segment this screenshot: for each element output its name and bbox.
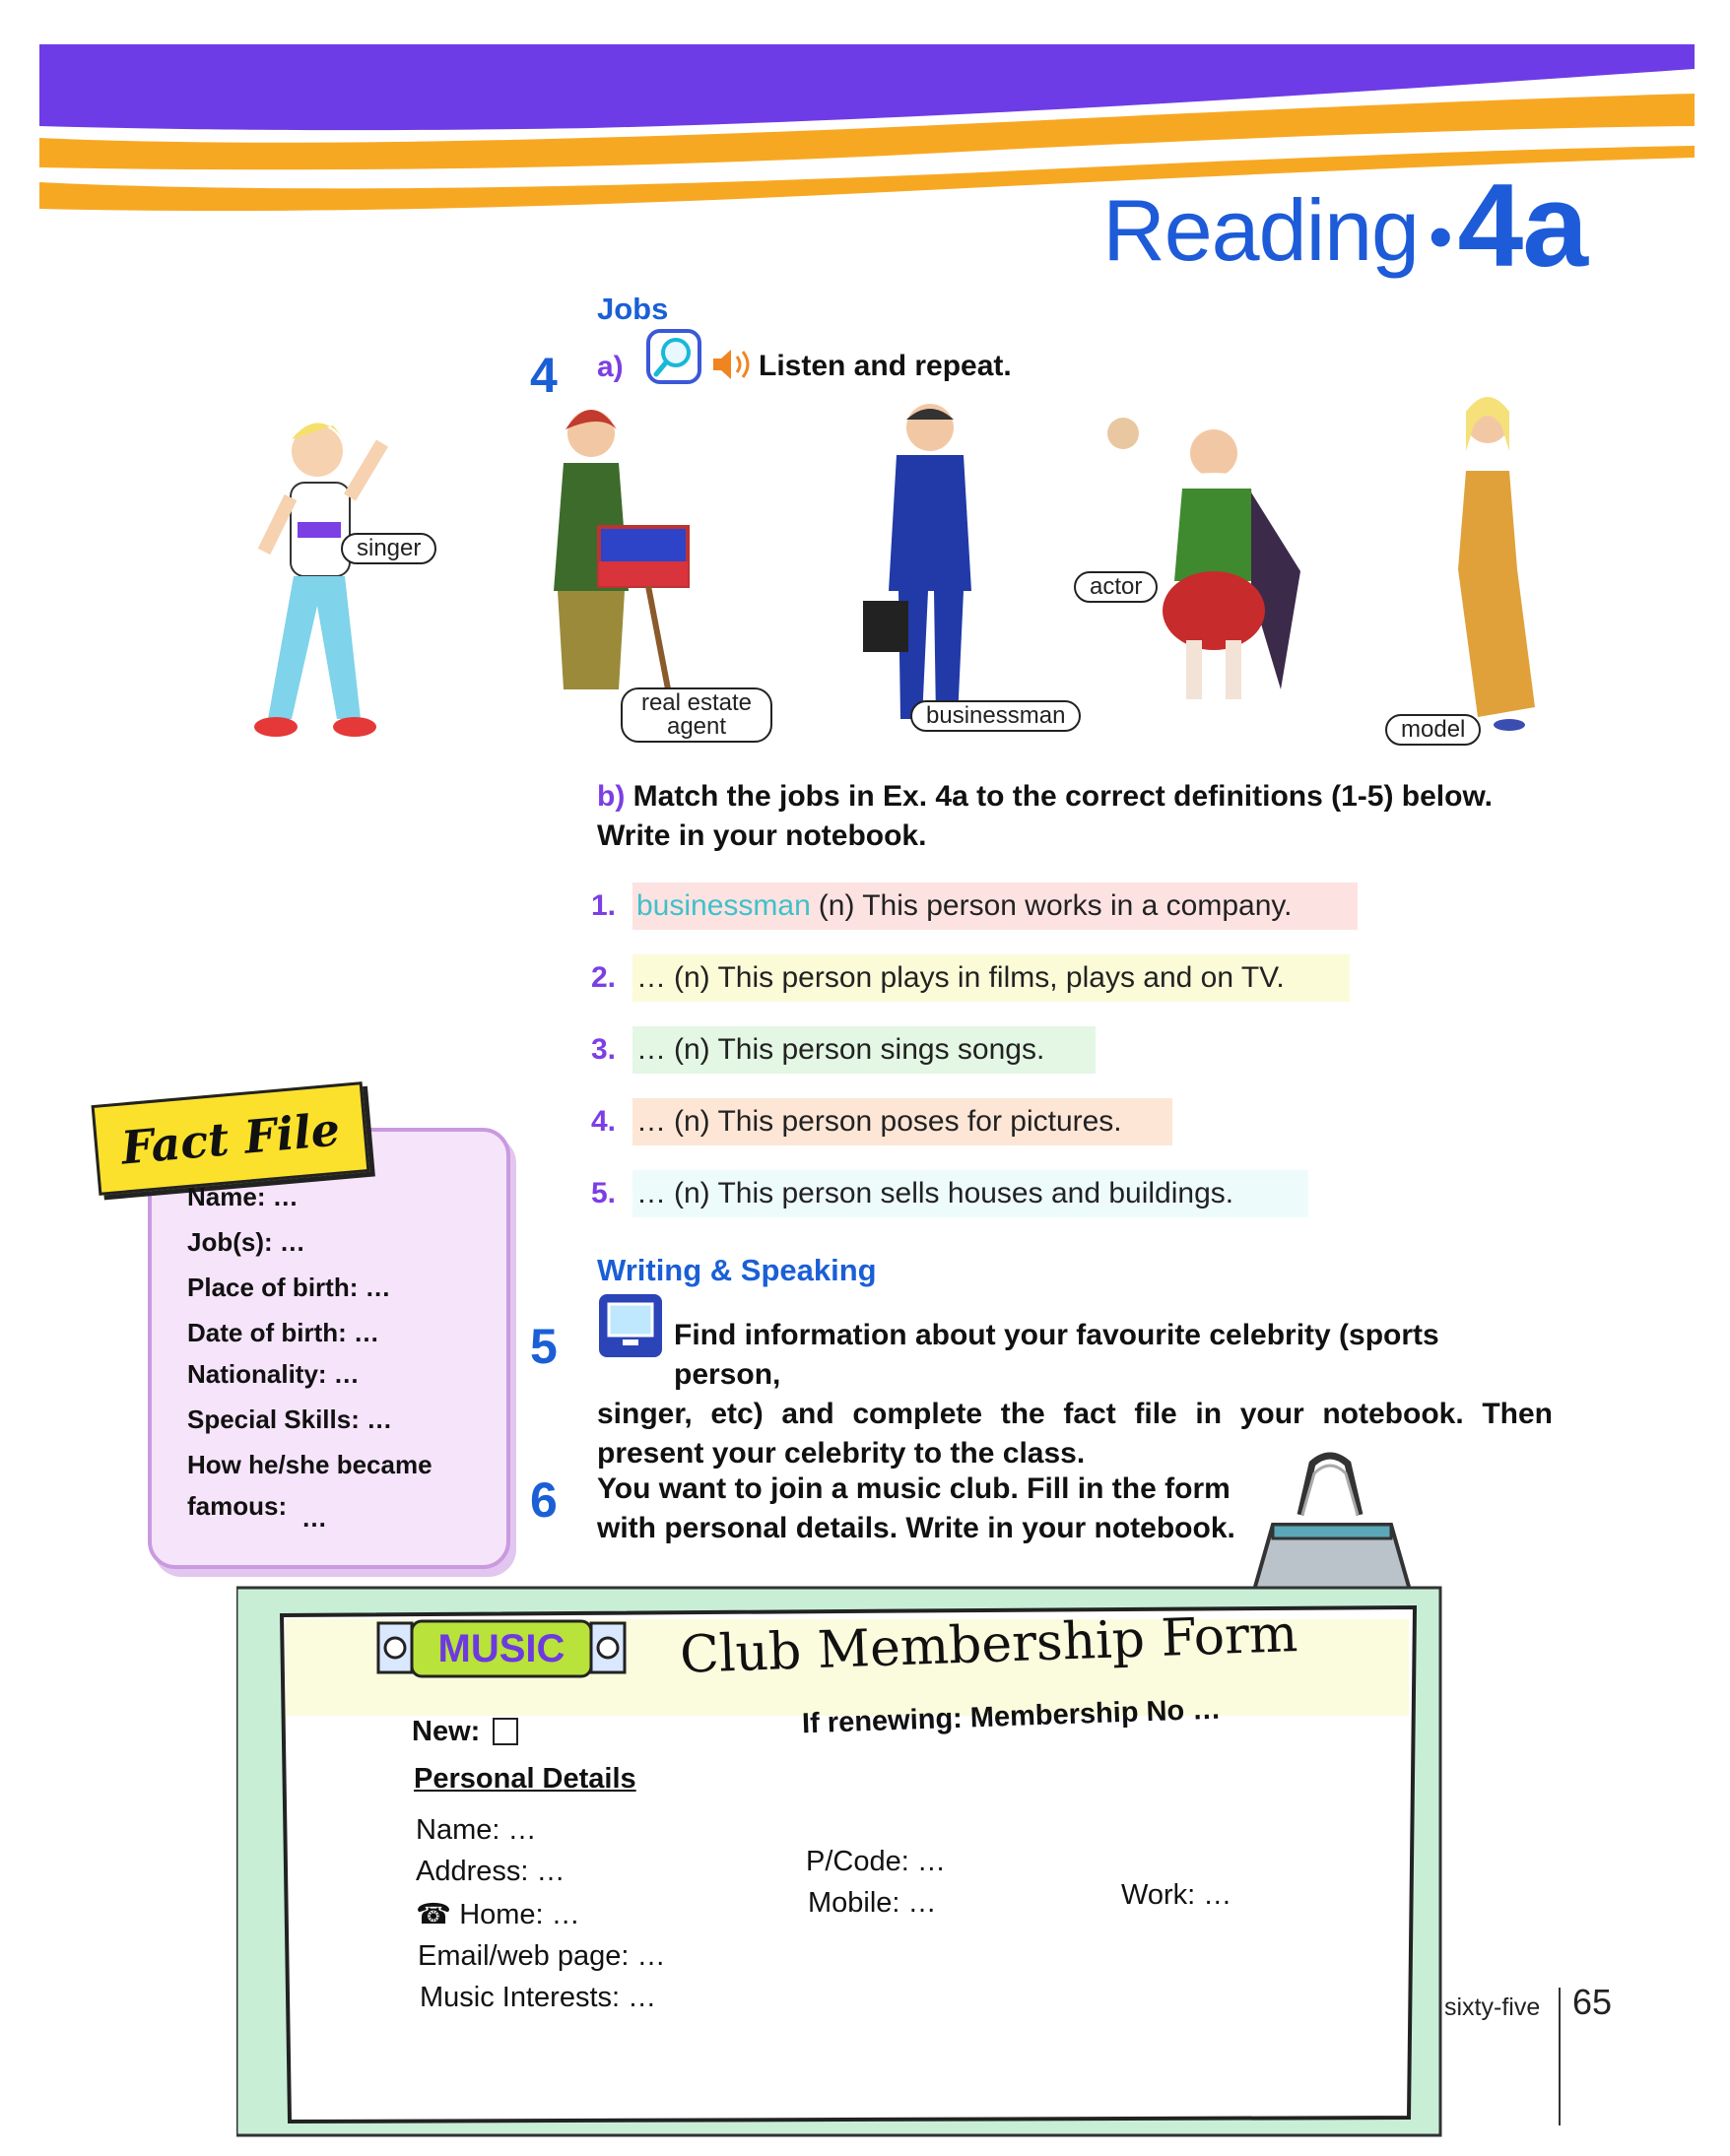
part-a-instruction: Listen and repeat. xyxy=(759,350,1012,382)
label-model: model xyxy=(1385,714,1481,746)
part-a-letter: a) xyxy=(597,351,624,383)
label-actor: actor xyxy=(1074,571,1158,603)
music-logo xyxy=(376,1607,627,1686)
page-word: sixty-five xyxy=(1444,1993,1541,2021)
music-logo-text: MUSIC xyxy=(437,1627,566,1670)
form-mobile-field[interactable]: Mobile: … xyxy=(808,1887,937,1919)
form-work-field[interactable]: Work: … xyxy=(1121,1879,1232,1911)
singer-figure xyxy=(207,404,433,758)
label-businessman: businessman xyxy=(910,700,1081,732)
form-music-field[interactable]: Music Interests: … xyxy=(420,1982,657,2013)
exercise-5-number: 5 xyxy=(530,1319,558,1374)
personal-details-heading: Personal Details xyxy=(414,1763,636,1795)
label-singer: singer xyxy=(341,533,436,564)
new-checkbox[interactable] xyxy=(493,1718,518,1745)
fact-file-title: Fact File xyxy=(119,1102,342,1175)
businessman-figure xyxy=(847,394,1015,739)
definition-5: 5. … (n) This person sells houses and buildings. xyxy=(591,1170,1308,1217)
fact-how-famous: How he/she became xyxy=(187,1450,432,1479)
definition-3: 3. … (n) This person sings songs. xyxy=(591,1026,1096,1074)
form-home-field[interactable]: ☎ Home: … xyxy=(416,1899,580,1930)
audio-icon xyxy=(711,347,755,382)
fact-famous-label: famous: xyxy=(187,1491,288,1521)
exercise-6-number: 6 xyxy=(530,1472,558,1528)
new-label: New: xyxy=(412,1716,481,1747)
actor-figure xyxy=(1103,394,1320,739)
model-figure xyxy=(1419,382,1557,756)
label-real-estate-agent: real estate agent xyxy=(621,687,772,743)
search-icon xyxy=(646,329,703,386)
page-number: 65 xyxy=(1572,1982,1613,2022)
exercise-6-instruction: You want to join a music club. Fill in the form with personal details. Write in your notebook. xyxy=(597,1472,1235,1544)
club-form-title: Club Membership Form xyxy=(679,1604,1299,1685)
fact-famous-value: … xyxy=(301,1503,327,1533)
exercise-4-number: 4 xyxy=(530,348,558,403)
fact-nationality: Nationality: … xyxy=(187,1359,360,1389)
fact-place-of-birth: Place of birth: … xyxy=(187,1273,391,1302)
definition-4: 4. … (n) This person poses for pictures. xyxy=(591,1098,1172,1145)
jobs-heading: Jobs xyxy=(597,292,669,326)
page-title: Reading •4a xyxy=(1102,160,1587,292)
footer-divider xyxy=(1559,1988,1561,2125)
fact-jobs: Job(s): … xyxy=(187,1227,305,1257)
part-b-instruction: b) Match the jobs in Ex. 4a to the correct definitions (1-5) below. Write in your notebook. xyxy=(597,780,1494,852)
fact-date-of-birth: Date of birth: … xyxy=(187,1318,379,1347)
exercise-5-instruction: Find information about your favourite celebrity (sports person, singer, etc) and complete the fact file in your notebook. Then present your celebrity to the class. xyxy=(597,1319,1553,1470)
form-email-field[interactable]: Email/web page: … xyxy=(418,1940,666,1972)
writing-speaking-heading: Writing & Speaking xyxy=(597,1253,877,1287)
fact-name: Name: … xyxy=(187,1182,299,1211)
form-name-field[interactable]: Name: … xyxy=(416,1814,537,1846)
fact-special-skills: Special Skills: … xyxy=(187,1405,393,1434)
renewing-label: If renewing: Membership No … xyxy=(801,1693,1222,1740)
form-pcode-field[interactable]: P/Code: … xyxy=(806,1846,946,1877)
definition-1: 1. businessman (n) This person works in a company. xyxy=(591,882,1358,930)
form-address-field[interactable]: Address: … xyxy=(416,1856,566,1887)
phone-icon: ☎ xyxy=(416,1899,452,1930)
definition-2: 2. … (n) This person plays in films, plays and on TV. xyxy=(591,954,1350,1002)
